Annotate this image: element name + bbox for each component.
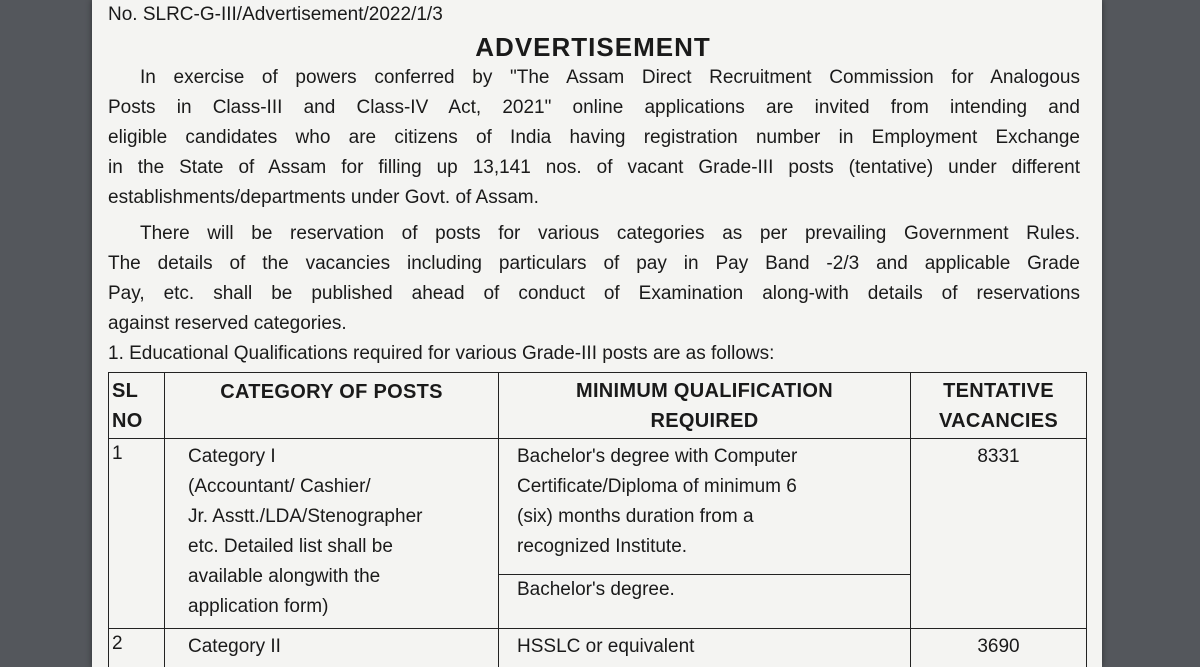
page-title: ADVERTISEMENT <box>475 32 711 62</box>
row-vacancies: 3690 <box>911 629 1087 667</box>
category-line: application form) <box>188 596 329 617</box>
section-heading: 1. Educational Qualifications required for various Grade-III posts are as follows: <box>108 343 775 364</box>
header-qualification <box>499 373 911 439</box>
category-line: (Accountant/ Cashier/ <box>188 476 371 497</box>
row-category <box>165 629 499 667</box>
table-row <box>109 629 1087 667</box>
header-text: REQUIRED <box>650 409 759 432</box>
qualification-alternative: Bachelor's degree. <box>499 574 910 605</box>
reference-number: No. SLRC-G-III/Advertisement/2022/1/3 <box>108 4 443 25</box>
category-line: Jr. Asstt./LDA/Stenographer <box>188 506 423 527</box>
row-qualification <box>499 439 911 629</box>
paragraph-line: against reserved categories. <box>108 313 347 334</box>
qualification-line: Bachelor's degree with Computer <box>517 446 798 467</box>
row-qualification <box>499 629 911 667</box>
header-category <box>165 373 499 439</box>
header-text: CATEGORY OF POSTS <box>220 381 443 403</box>
paragraph-line: in the State of Assam for filling up 13,141 nos. of vacant Grade-III posts (tentative) under different <box>108 157 1080 178</box>
header-text: MINIMUM QUALIFICATION <box>575 379 833 402</box>
row-category <box>165 439 499 629</box>
category-line: etc. Detailed list shall be <box>188 536 393 557</box>
row-sl-no: 2 <box>109 629 165 667</box>
category-line: available alongwith the <box>188 566 381 587</box>
intro-paragraph <box>108 63 1080 213</box>
header-text: SL <box>112 379 139 402</box>
header-vacancies <box>911 373 1087 439</box>
paragraph-line: establishments/departments under Govt. of Assam. <box>108 187 539 208</box>
header-text: NO <box>112 409 143 432</box>
qualification-line: (six) months duration from a <box>517 506 754 527</box>
qualification-line: recognized Institute. <box>517 536 688 557</box>
qualification-line: HSSLC or equivalent <box>517 636 695 657</box>
table-row <box>109 439 1087 629</box>
qualification-block <box>517 442 910 562</box>
row-sl-no: 1 <box>109 439 165 629</box>
qualification-table <box>108 372 1087 667</box>
header-sl-no <box>109 373 165 439</box>
category-line: Category II <box>188 636 281 657</box>
row-vacancies: 8331 <box>911 439 1087 629</box>
paragraph-line: In exercise of powers conferred by "The Assam Direct Recruitment Commission for Analogous <box>140 67 1080 88</box>
paragraph-line: Posts in Class-III and Class-IV Act, 2021" online applications are invited from intending and <box>108 97 1080 118</box>
paragraph-line: Pay, etc. shall be published ahead of conduct of Examination along-with details of reservations <box>108 283 1080 304</box>
paragraph-line: The details of the vacancies including particulars of pay in Pay Band -2/3 and applicable Grade <box>108 253 1080 274</box>
qualification-line: Certificate/Diploma of minimum 6 <box>517 476 797 497</box>
advertisement-page <box>92 0 1102 667</box>
reservation-paragraph <box>108 219 1080 339</box>
header-text: VACANCIES <box>938 409 1058 432</box>
header-text: TENTATIVE <box>943 379 1054 402</box>
paragraph-line: eligible candidates who are citizens of India having registration number in Employment Exchange <box>108 127 1080 148</box>
table-header-row <box>109 373 1087 439</box>
category-line: Category I <box>188 446 276 467</box>
paragraph-line: There will be reservation of posts for various categories as per prevailing Government Rules. <box>140 223 1080 244</box>
